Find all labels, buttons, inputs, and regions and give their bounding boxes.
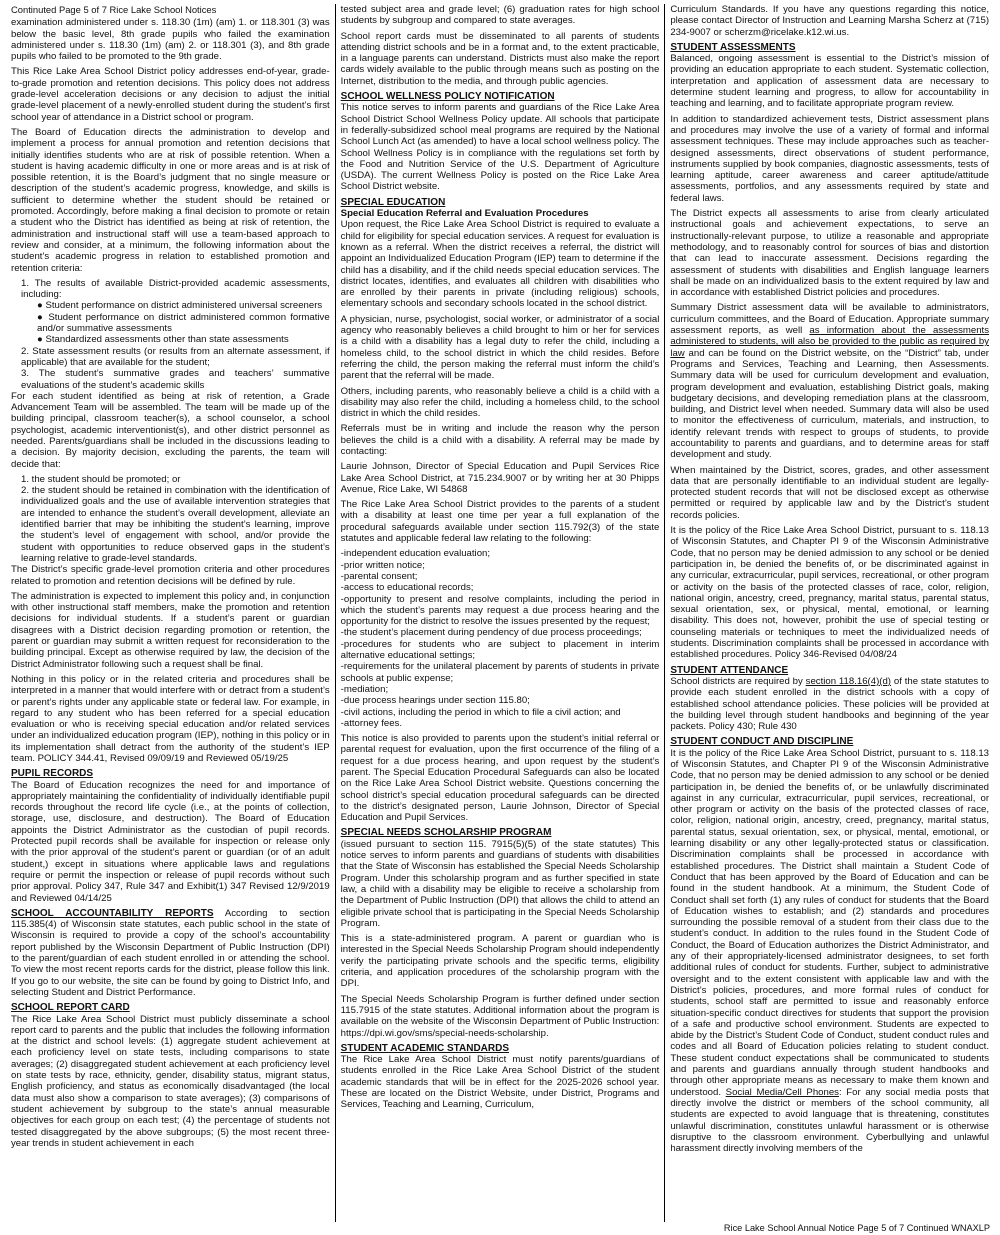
list-item: -procedures for students who are subject to placement in interim alternative educational settings;: [340, 638, 660, 662]
list-item: 2. the student should be retained in combination with the identification of individualized goals and the use of available intervention strategies that are intended to enhance the student’s overall development, alleviate an identified barrier that may be inhibiting the student’s learning, improve the student’s level of engagement with school, and/or provide the student with opportunities to reduce observed gaps in the student’s learning relative to grade-level standards.: [21, 485, 330, 564]
paragraph: [11, 908, 330, 998]
list-item: 1. the student should be promoted; or: [21, 473, 181, 485]
heading-accountability-reports: SCHOOL ACCOUNTABILITY REPORTS: [11, 907, 214, 919]
column-3: [665, 4, 994, 1222]
list-item: -independent education evaluation;: [340, 548, 491, 560]
column-1: [6, 4, 336, 1222]
paragraph: [670, 748, 989, 1155]
paragraph: When maintained by the District, scores, grades, and other assessment data that are personally identifiable to an individual student are legally-protected student records that will not be disclosed except as otherwise permitted or required by applicable law and by the District’s student records policies.: [670, 464, 990, 521]
paragraph: The Special Needs Scholarship Program is further defined under section 115.7915 of the state statutes. Additional information about the program is available on the website of the Wisconsin Department of Public Instruction: https://dpi.wi.gov/sms/special-needs-scholarship.: [340, 993, 660, 1039]
list-item: -prior written notice;: [340, 559, 425, 571]
paragraph: (issued pursuant to section 115. 7915(5)(5) of the state statutes) This notice serves to inform parents and guardians of students with disabilities that the State of Wisconsin has established the Special Needs Scholarship Program. Under this scholarship program and as further specified in state law, a child with a disability may be eligible to receive a scholarship from the Department of Public Instruction (DPI) that allows the child to attend an eligible private school that is participating in the Special Needs Scholarship Program.: [340, 838, 660, 929]
list-item: 2. State assessment results (or results from an alternate assessment, if applicable) that are available for the student;: [21, 345, 330, 368]
paragraph: The District expects all assessments to arise from clearly articulated instructional goals and achievement expectations, to serve an instructionally-relevant purpose, to utilize a reasonable and appropriate methodology, and to reasonably control for sources of bias and distortion that can lead to inaccurate assessment. Decisions regarding the assessment of students with disabilities and English language learners shall be made on an individualized basis to the extent required by law and in accordance with established District policies and procedures.: [670, 208, 990, 299]
list-item: -access to educational records;: [340, 582, 474, 594]
list-item: -civil actions, including the period in which to file a civil action; and: [340, 706, 621, 718]
list-item: -attorney fees.: [340, 717, 402, 729]
heading-student-conduct: STUDENT CONDUCT AND DISCIPLINE: [670, 736, 854, 748]
paragraph: The Rice Lake Area School District provides to the parents of a student with a disability at least one time per year a full explanation of the procedural safeguards available under section 115.792(3) of the state statutes and applicable federal law relating to the following:: [340, 499, 660, 545]
subheading-referral: Special Education Referral and Evaluation Procedures: [340, 208, 589, 220]
paragraph: Laurie Johnson, Director of Special Education and Pupil Services Rice Lake Area School District, at 715.234.9007 or by writing her at 30 Phipps Avenue, Rice Lake, WI 54868: [340, 461, 660, 495]
heading-report-card: SCHOOL REPORT CARD: [11, 1002, 130, 1014]
paragraph: It is the policy of the Rice Lake Area School District, pursuant to s. 118.13 of Wisconsin Statutes, and Chapter PI 9 of the Wisconsin Administrative Code, that no person may be denied admission to any school or be denied participation in, be denied the benefits of, or be discriminated against in any curricular, extracurricular, pupil services, recreational, or other program or activity on the basis of the protected classes of race, color, religion, national origin, ancestry, creed, pregnancy, marital status, parental status, sexual orientation, sex, or physical, mental, emotional, or learning disability. This does not, however, prohibit the use of special testing or counseling materials or techniques to meet the individualized needs of students. Discrimination complaints shall be processed in accordance with established procedures. Policy 346-Revised 04/08/24: [670, 525, 990, 661]
paragraph: Referrals must be in writing and include the reason why the person believes the child is a child with a disability. A referral may be made by contacting:: [340, 423, 660, 457]
paragraph: This notice is also provided to parents upon the student’s initial referral or parental request for evaluation, upon the first occurrence of the filing of a request for a due process hearing, and upon request by the student’s parent. The Special Education Procedural Safeguards can also be located on the Rice Lake Area School District website. Questions concerning the school district’s special education procedural safeguards can be directed to the district’s designated person, Laurie Johnson, Director of Special Education and Pupil Services.: [340, 733, 660, 824]
paragraph: examination administered under s. 118.30 (1m) (am) 1. or 118.301 (3) was below the basic level, 8th grade pupils who failed the examination administered under s. 118.30 (1m) (am) 2. or 118.301 (3), and 8th grade pupils who failed to be promoted to the 9th grade.: [11, 17, 330, 63]
paragraph: The District’s specific grade-level promotion criteria and other procedures related to promotion and retention decisions will be defined by rule.: [11, 564, 330, 587]
columns: [6, 4, 994, 1222]
paragraph: [670, 302, 989, 460]
column-2: [336, 4, 666, 1222]
paragraph: School report cards must be disseminated to all parents of students attending district schools and be in a format and, to the extent practicable, in a language parents can understand. Districts must also make the report cards widely available to the public through means such as posting on the Internet, distribution to the media, and through public agencies.: [340, 30, 660, 87]
paragraph: The Board of Education recognizes the need for and importance of appropriately maintaining the confidentiality of individually identifiable pupil records throughout the record life cycle (i.e., at the points of collection, storage, use, disclosure, and destruction). The Board of Education appoints the District Administrator as the custodian of pupil records. Protected pupil records shall be available for inspection or release only with the prior approval of the student’s parent or guardian (or of an adult student,) except in situations where applicable laws and regulations require or permit the inspection or release of pupil records without such prior approval. Policy 347, Rule 347 and Exhibit(1) 347 Revised 12/9/2019 and Reviewed 04/14/25: [11, 779, 330, 904]
paragraph: Balanced, ongoing assessment is essential to the District’s mission of providing an education appropriate to each student. Systematic collection, interpretation and application of assessment data are necessary to determine student learning and progress, to allow for accountability in teaching and learning, and to facilitate appropriate program review.: [670, 53, 990, 110]
list-item: -due process hearings under section 115.80;: [340, 695, 530, 707]
heading-student-attendance: STUDENT ATTENDANCE: [670, 664, 789, 676]
heading-special-education: SPECIAL EDUCATION: [340, 196, 446, 208]
list-item: 1. The results of available District-provided academic assessments, including:: [21, 277, 330, 301]
bullet-item: ● Student performance on district administered universal screeners: [37, 300, 323, 312]
heading-student-assessments: STUDENT ASSESSMENTS: [670, 41, 796, 53]
paragraph: This Rice Lake Area School District policy addresses end-of-year, grade-to-grade promotion and retention decisions. This policy does not address grade-level acceleration decisions or any decision to adjust the initial grade-level placement of a newly-enrolled student during the student’s first school year of attendance in a District school or program.: [11, 66, 330, 123]
paragraph-text: Summary District assessment data will be available to administrators, curriculum committees, and the Board of Education. Appropriate summary assessment reports, as well: [670, 302, 990, 337]
paragraph: tested subject area and grade level; (6) graduation rates for high school students by subgroup and compared to state averages.: [340, 4, 660, 27]
paragraph: The Board of Education directs the administration to develop and implement a process for annual promotion and retention decisions that initially identifies students who are at risk of possible retention. When a student is having academic difficulty in one or more areas and is at risk of possible retention, it is the Board’s judgment that no single measure or description of the student’s academic progress, knowledge, and skills is sufficient to determine whether the student should be retained or promoted. Accordingly, before making a final decision to promote or retain a student who the District has identified as being at risk of retention, the administration and instructional staff will use a team-based approach to review and consider, at a minimum, the following information about the student’s academic progress in relation to established promotion and retention criteria:: [11, 126, 330, 274]
paragraph: The Rice Lake Area School District must publicly disseminate a school report card to parents and the public that includes the following information at the district and school levels: (1) aggregate student achievement at each proficiency level on state tests, including comparisons to state averages; (2) disaggregated student achievement at each proficiency level on state tests by race, ethnicity, gender, disability status, migrant status, English proficiency, and status as economically disadvantaged (the local data must also show a comparison to state averages); (3) comparisons of student achievement by subgroup to the state’s annual measurable objectives for each group on each test; (4) the percentage of students not tested disaggregated by the above subgroups; (5) the most recent three-year trends in student achievement in each: [11, 1013, 330, 1149]
paragraph: This is a state-administered program. A parent or guardian who is interested in the Special Needs Scholarship Program should independently verify the participating private schools and the specific terms, eligibility criteria, and application procedures of the scholarship program with the DPI.: [340, 933, 660, 990]
heading-wellness-policy: SCHOOL WELLNESS POLICY NOTIFICATION: [340, 91, 555, 103]
list-item: 3. The student’s summative grades and teachers’ summative evaluations of the student’s academic skills: [21, 368, 330, 391]
paragraph: Curriculum Standards. If you have any questions regarding this notice, please contact Director of Instruction and Learning Marsha Scherz at (715) 234-9007 or scherzm@ricelake.k12.wi.us.: [670, 4, 990, 38]
heading-academic-standards: STUDENT ACADEMIC STANDARDS: [340, 1042, 510, 1054]
bullet-item: ● Student performance on district administered common formative and/or summative assessments: [37, 311, 330, 335]
underlined-text: as information about the assessments administered to students, will also be provided to the public as required by law: [670, 325, 990, 359]
list-item: -the student’s placement during pendency of due process proceedings;: [340, 627, 642, 639]
paragraph: The Rice Lake Area School District must notify parents/guardians of students enrolled in the Rice Lake Area School District of the student academic standards that will be in effect for the 2025-2026 school year. These are located on the District Website, under District, Programs and Services, Teaching and Learning, Curriculum,: [340, 1054, 660, 1111]
paragraph: This notice serves to inform parents and guardians of the Rice Lake Area School District School Wellness Policy update. All schools that participate in federally-subsidized school meal programs are required by the National School Lunch Act (as amended) to have a local school wellness policy. The School Wellness Policy is in compliance with the regulations set forth by the Food and Nutrition Service of the U.S. Department of Agriculture (USDA). The current Wellness Policy is posted on the Rice Lake Area School District website.: [340, 102, 660, 193]
paragraph-text: and can be found on the District website, on the “District” tab, under Programs and Services, Teaching and Learning, then Assessments. Summary data will be used for curriculum development and evaluation, program development and evaluation, establishing District goals, making budgetary decisions, and developing remediation plans at the classroom, building, and District level when needed. Summary data will also be used to monitor the effectiveness of curriculum, materials, and instruction, to identify relevant trends with respect to groups of students, to provide accountability to parents and guardians, and to determine areas for staff development and study.: [670, 347, 990, 461]
bullet-item: ● Standardized assessments other than state assessments: [37, 334, 289, 346]
paragraph-text: School districts are required by: [670, 675, 806, 687]
page-header: Continuted Page 5 of 7 Rice Lake School Notices: [11, 4, 217, 15]
paragraph: For each student identified as being at risk of retention, a Grade Advancement Team will be assembled. The team will be made up of the building principal, classroom teacher(s), a school counselor, a school psychologist, academic interventionist(s), and other district personnel as needed. Parents/guardians shall be included in the discussions leading to a decision. By majority decision, excluding the parents, the team will decide that:: [11, 390, 330, 470]
paragraph: [670, 676, 989, 732]
paragraph: Upon request, the Rice Lake Area School District is required to evaluate a child for eligibility for special education services. A request for evaluation is known as a referral. When the district receives a referral, the district will appoint an Individualized Education Program (IEP) team to determine if the child has a disability, and if the child needs special education services. The district locates, identifies, and evaluates all children with disabilities who are enrolled by their parents in private (including religious) schools, elementary schools and secondary schools located in the school district.: [340, 219, 660, 310]
paragraph: The administration is expected to implement this policy and, in conjunction with other instructional staff members, make the promotion and retention decisions for individual students. If a student’s parent or guardian disagrees with a District decision regarding promotion or retention, the parent or guardian may submit a written request for reconsideration to the building principal. Except as otherwise required by law, the decision of the District Administrator following such a request shall be final.: [11, 590, 330, 670]
paragraph: Nothing in this policy or in the related criteria and procedures shall be interpreted in a manner that would interfere with or detract from a student’s or parent’s rights under any applicable state or federal law. For example, in regard to any student who has been referred for a special education evaluation or who is receiving special education and/or related services under an individualized education program (IEP), nothing in this policy or in its implementation shall detract from the authority of the student’s IEP team. POLICY 344.41, Revised 09/09/19 and Reviewed 05/19/25: [11, 673, 330, 764]
paragraph: Others, including parents, who reasonably believe a child is a child with a disability may also refer the child, including a homeless child, to the school district in which the child resides.: [340, 385, 660, 420]
list-item: -mediation;: [340, 683, 389, 695]
underlined-text: Social Media/Cell Phones: [725, 1086, 839, 1098]
list-item: -requirements for the unilateral placement by parents of students in private schools at public expense;: [340, 661, 660, 684]
paragraph-text: It is the policy of the Rice Lake Area School District, pursuant to s. 118.13 of Wisconsin Statutes, and Chapter PI 9 of the Wisconsin Administrative Code, that no person may be denied admission to any school or be denied participation in, be denied the benefits of, or be unlawfully discriminated against in any curricular, extracurricular, pupil services, recreational, or other program or activity on the basis of the protected classes of race, color, religion, national origin, ancestry, creed, pregnancy, marital status, parental status, sexual orientation, sex, or physical, mental, emotional, or learning disability or any other legally-protected status or classification. Discrimination complaints shall be processed in accordance with established procedures. The District shall maintain a Student Code of Conduct that has been approved by the Board of Education and can be found in the student handbook. At a minimum, the Student Code of Conduct shall set forth (1) any rules of conduct for students that the Board of Education wishes to establish; and (2) standards and procedures surrounding the possible removal of a student from their class due to the student’s conduct. In addition to the rules found in the Student Code of Conduct, the Board of Education authorizes the District Administrator, and any of their appropriately-licensed administrator designees, to set forth additional rules of conduct for students. Further, subject to administrative oversight and to the extent consistent with applicable law and with the District’s policies, procedures, and more formal rules of conduct for students, school staff are permitted to issue and reasonably enforce situation-specific conduct directives for students that support the provision of a safe and productive school environment. Students are expected to abide by the District’s Student Code of Conduct, student conduct rules and codes and all Board of Education policies relating to student conduct. These student conduct expectations shall be communicated to students and parents and guardians annually through student handbooks and through other appropriate means as necessary to make them known and understood.: [670, 747, 990, 1098]
page-footer: Rice Lake School Annual Notice Page 5 of 7 Continued WNAXLP: [723, 1223, 990, 1233]
paragraph: A physician, nurse, psychologist, social worker, or administrator of a social agency who reasonably believes a child brought to him or her for services is a child with a disability has a legal duty to refer the child, including a homeless child, to the school district in which the child resides. Before referring the child, the person making the referral must inform the child’s parent that the referral will be made.: [340, 313, 660, 382]
paragraph-text: : For any social media posts that directly involve the district or members of the school community, all students are expected to avoid language that is threatening, constitutes unlawful discrimination, constitutes unlawful harassment or is otherwise disruptive to the classroom environment. Cyberbullying and unlawful harassment directly involving members of the: [670, 1086, 990, 1155]
paragraph-text: of the state statutes to provide each student enrolled in the district schools with a copy of established school attendance policies. These policies will be provided at the building level through student handbooks and beginning of the year packets. Policy 430; Rule 430: [670, 675, 990, 733]
statute-link[interactable]: section 118.16(4)(d): [805, 675, 892, 687]
paragraph: In addition to standardized achievement tests, District assessment plans and procedures may involve the use of a variety of formal and informal assessment techniques. These may include approaches such as teacher-designed assessments, direct observations of student performance, instruments supplied by book companies, diagnostic assessments, tests of learning aptitude, career awareness and career aptitude/attitude assessments, portfolios, and any assessments required by state and federal laws.: [670, 113, 990, 204]
heading-pupil-records: PUPIL RECORDS: [11, 768, 94, 780]
list-item: -opportunity to present and resolve complaints, including the period in which the student’s parents may request a due process hearing and the opportunity for the district to resolve the issues presented by the request;: [340, 593, 660, 628]
heading-special-needs-scholarship: SPECIAL NEEDS SCHOLARSHIP PROGRAM: [340, 827, 552, 839]
list-item: -parental consent;: [340, 570, 418, 582]
paragraph-text: According to section 115.385(4) of Wisconsin state statutes, each public school in the state of Wisconsin is required to provide a copy of the school’s accountability report published by the Wisconsin Department of Public Instruction (DPI) to the parent/guardian of each student enrolled in or attending the school. To view the most recent reports cards for the district, please follow this link. If you go to our website, the site can be found by going to District Info, and selecting Student and District Performance.: [11, 907, 330, 998]
